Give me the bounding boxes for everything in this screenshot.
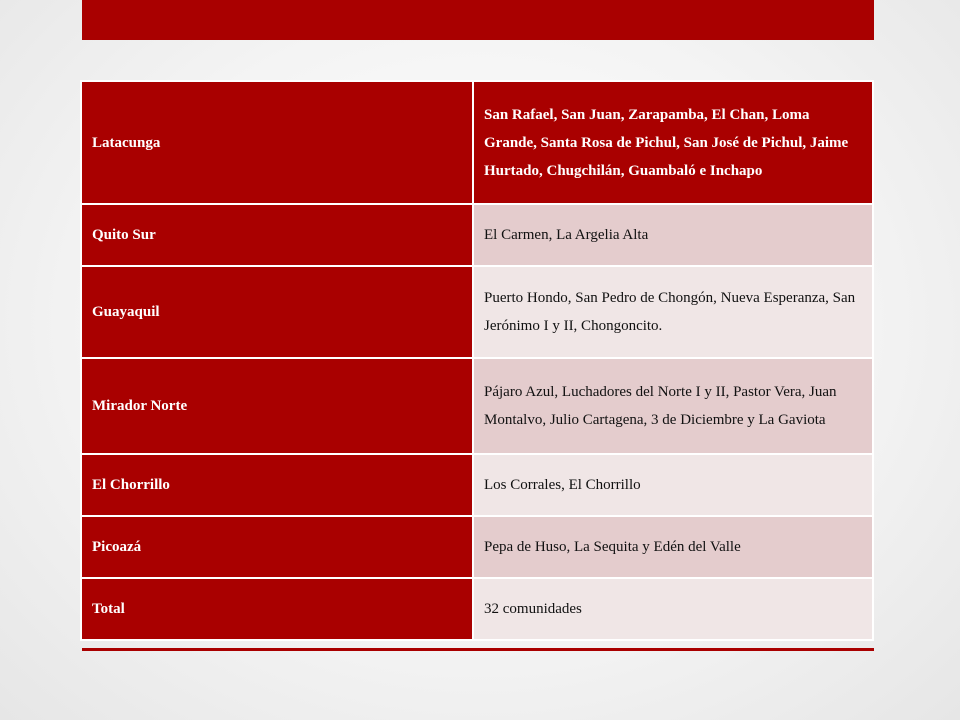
communities-cell: El Carmen, La Argelia Alta — [473, 204, 873, 266]
communities-cell: Puerto Hondo, San Pedro de Chongón, Nueva Esperanza, San Jerónimo I y II, Chongoncito. — [473, 266, 873, 358]
communities-cell: Los Corrales, El Chorrillo — [473, 454, 873, 516]
communities-table — [80, 80, 874, 641]
table-row — [81, 454, 873, 516]
communities-cell: Pájaro Azul, Luchadores del Norte I y II, Pastor Vera, Juan Montalvo, Julio Cartagena, 3 de Diciembre y La Gaviota — [473, 358, 873, 454]
city-cell: Latacunga — [81, 81, 473, 204]
communities-cell: 32 comunidades — [473, 578, 873, 640]
table-row — [81, 578, 873, 640]
city-cell: El Chorrillo — [81, 454, 473, 516]
table-row — [81, 81, 873, 204]
city-cell: Mirador Norte — [81, 358, 473, 454]
city-cell: Total — [81, 578, 473, 640]
communities-cell: San Rafael, San Juan, Zarapamba, El Chan, Loma Grande, Santa Rosa de Pichul, San José de Pichul, Jaime Hurtado, Chugchilán, Guambaló e Inchapo — [473, 81, 873, 204]
table-row — [81, 266, 873, 358]
city-cell: Quito Sur — [81, 204, 473, 266]
header-bar — [82, 0, 874, 40]
footer-rule — [82, 648, 874, 651]
table-row — [81, 204, 873, 266]
communities-cell: Pepa de Huso, La Sequita y Edén del Valle — [473, 516, 873, 578]
table-row — [81, 358, 873, 454]
table-row — [81, 516, 873, 578]
city-cell: Picoazá — [81, 516, 473, 578]
city-cell: Guayaquil — [81, 266, 473, 358]
